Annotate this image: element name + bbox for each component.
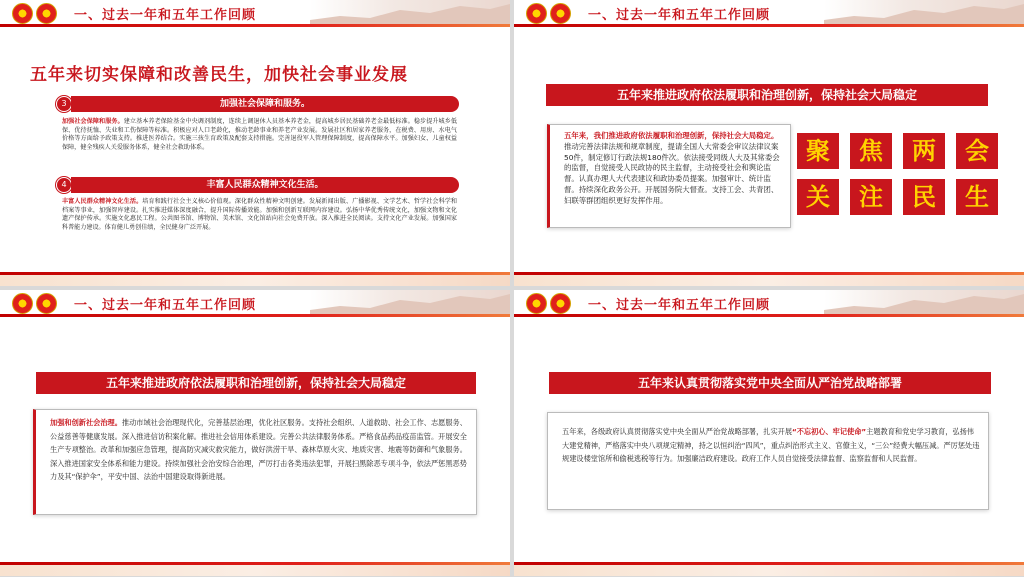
header-title: 一、过去一年和五年工作回顾	[74, 8, 257, 23]
slide-footer	[0, 272, 510, 286]
section-lead: 加强社会保障和服务。	[62, 118, 124, 125]
national-emblem-icon	[36, 293, 57, 314]
header-stripe	[0, 314, 510, 317]
header-title: 一、过去一年和五年工作回顾	[588, 298, 771, 313]
slide-header	[514, 0, 1024, 26]
section-heading: 丰富人民群众精神文化生活。	[71, 177, 459, 193]
slogan-tile: 注	[850, 179, 892, 215]
box-lead: 五年来，我们推进政府依法履职和治理创新，保持社会大局稳定。	[564, 131, 779, 140]
slogan-tile: 聚	[797, 133, 839, 169]
slide-header	[0, 290, 510, 316]
slogan-tile: 焦	[850, 133, 892, 169]
text-before: 五年来，各级政府认真贯彻落实党中央全面从严治党战略部署，扎实开展	[562, 427, 793, 436]
content-box	[547, 124, 791, 228]
great-wall-graphic	[310, 290, 510, 314]
text-after: 主题教育和党史学习教育，弘扬伟大建党精神，严格落实中央八项规定精神，持之以恒纠治“四风”，重点纠治形式主义、官僚主义，“三公”经费大幅压减。严厉惩处违规建设楼堂馆所和偷税逃税等行为。加强廉洁政府建设。政府工作人员自觉接受法律监督、监察监督和人民监督。	[562, 427, 980, 464]
section-number: 4	[56, 177, 72, 193]
section-title-bar: 五年来推进政府依法履职和治理创新，保持社会大局稳定	[546, 84, 988, 106]
section-lead: 丰富人民群众精神文化生活。	[62, 198, 143, 205]
great-wall-graphic	[310, 0, 510, 24]
slide-3[interactable]	[0, 290, 510, 576]
slide-4[interactable]	[514, 290, 1024, 576]
slogan-tile: 两	[903, 133, 945, 169]
section-heading: 加强社会保障和服务。	[71, 96, 459, 112]
slide-2[interactable]	[514, 0, 1024, 286]
party-emblem-icon	[526, 3, 547, 24]
slogan-tile: 会	[956, 133, 998, 169]
slide-1[interactable]	[0, 0, 510, 286]
section-title-bar: 五年来推进政府依法履职和治理创新，保持社会大局稳定	[36, 372, 476, 394]
highlight-text: “不忘初心、牢记使命”	[792, 427, 867, 436]
national-emblem-icon	[550, 3, 571, 24]
slide-footer	[0, 562, 510, 576]
section-paragraph	[62, 118, 457, 153]
slide-header	[514, 290, 1024, 316]
party-emblem-icon	[12, 3, 33, 24]
header-title: 一、过去一年和五年工作回顾	[588, 8, 771, 23]
content-box	[33, 409, 477, 515]
national-emblem-icon	[550, 293, 571, 314]
header-stripe	[0, 24, 510, 27]
slogan-tile: 关	[797, 179, 839, 215]
slide-footer	[514, 562, 1024, 576]
party-emblem-icon	[526, 293, 547, 314]
header-stripe	[514, 314, 1024, 317]
section-body: 建立基本养老保险基金中央调剂制度，连续上调退休人员基本养老金，提高城乡居民基础养老金最低标准。稳步提升城乡低保、优待抚恤、失业和工伤保障等标准。积极应对人口老龄化，推动老龄事业和养老产业发展。发展社区和居家养老服务，在税费、用房、水电气价格等方面给予政策支持。推进医养结合。实施三孩生育政策及配套支持措施。完善退役军人管理保障制度，提高保障水平。加强妇女、儿童权益保障，健全残疾人关爱服务体系，健全社会救助体系。	[62, 118, 458, 152]
section-number: 3	[56, 96, 72, 112]
section-title-bar: 五年来认真贯彻落实党中央全面从严治党战略部署	[549, 372, 991, 394]
slide-footer	[514, 272, 1024, 286]
box-lead: 加强和创新社会治理。	[50, 418, 122, 427]
main-title: 五年来切实保障和改善民生，加快社会事业发展	[30, 65, 408, 85]
great-wall-graphic	[824, 290, 1024, 314]
section-body: 培育和践行社会主义核心价值观。深化群众性精神文明创建。发展新闻出版、广播影视、文学艺术、哲学社会科学和档案等事业，加强智库建设。扎实推进媒体深度融合，提升国际传播效能。加强和创新互联网内容建设。弘扬中华优秀传统文化，加强文物和文化遗产保护传承。实施文化惠民工程。公共图书馆、博物馆、美术馆、文化馆站向社会免费开放。深入推进全民阅读。支持文化产业发展。加强国家科普能力建设。体育健儿勇创佳绩，全民健身广泛开展。	[62, 198, 458, 232]
slogan-tile: 民	[903, 179, 945, 215]
slide-header	[0, 0, 510, 26]
header-stripe	[514, 24, 1024, 27]
party-emblem-icon	[12, 293, 33, 314]
box-paragraph	[562, 425, 980, 466]
national-emblem-icon	[36, 3, 57, 24]
slogan-tile: 生	[956, 179, 998, 215]
box-paragraph	[50, 416, 470, 484]
great-wall-graphic	[824, 0, 1024, 24]
header-title: 一、过去一年和五年工作回顾	[74, 298, 257, 313]
content-box	[547, 412, 989, 510]
box-paragraph	[564, 131, 782, 207]
box-body: 推动完善法律法规和规章制度，提请全国人大常委会审议法律议案50件，制定修订行政法规180件次。依法接受同级人大及其常委会的监督，自觉接受人民政协的民主监督，主动接受社会和舆论监督。认真办理人大代表建议和政协委员提案。加强审计、统计监督。持续深化政务公开。开展国务院大督查。支持工会、共青团、妇联等群团组织更好发挥作用。	[564, 141, 780, 205]
section-paragraph	[62, 198, 457, 233]
box-body: 推动市域社会治理现代化，完善基层治理，优化社区服务。支持社会组织、人道救助、社会工作、志愿服务、公益慈善等健康发展。深入推进信访积案化解。推进社会信用体系建设。完善公共法律服务体系。严格食品药品疫苗监管。开展安全生产专项整治。改革和加强应急管理，提高防灾减灾救灾能力，做好洪涝干旱、森林草原火灾、地质灾害、地震等防御和气象服务。深入推进国家安全体系和能力建设。持续加强社会治安综合治理，严厉打击各类违法犯罪，开展扫黑除恶专项斗争，依法严惩黑恶势力及其“保护伞”，平安中国、法治中国建设取得新进展。	[50, 418, 467, 482]
